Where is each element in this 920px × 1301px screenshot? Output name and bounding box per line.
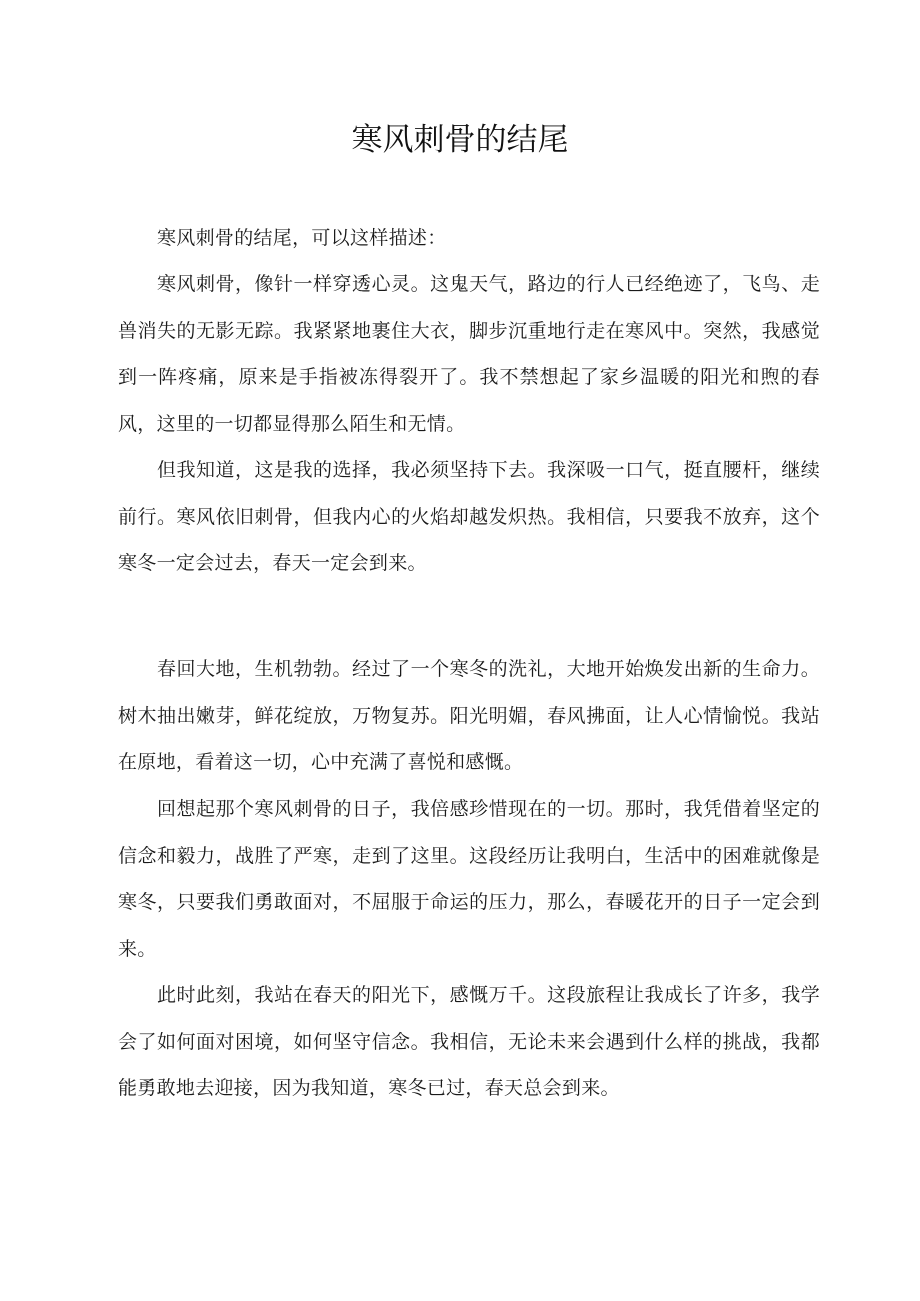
paragraph-recollection: 回想起那个寒风刺骨的日子，我倍感珍惜现在的一切。那时，我凭借着坚定的信念和毅力，战胜了严寒，走到了这里。这段经历让我明白，生活中的困难就像是寒冬，只要我们勇敢面对，不屈服于命运的压力，那么，春暖花开的日子一定会到来。: [118, 798, 820, 960]
paragraph-cold-wind: 寒风刺骨，像针一样穿透心灵。这鬼天气，路边的行人已经绝迹了，飞鸟、走兽消失的无影无踪。我紧紧地裹住大衣，脚步沉重地行走在寒风中。突然，我感觉到一阵疼痛，原来是手指被冻得裂开了。我不禁想起了家乡温暖的阳光和煦的春风，这里的一切都显得那么陌生和无情。: [118, 273, 820, 435]
paragraph-reflection: 此时此刻，我站在春天的阳光下，感慨万千。这段旅程让我成长了许多，我学会了如何面对困境，如何坚守信念。我相信，无论未来会遇到什么样的挑战，我都能勇敢地去迎接，因为我知道，寒冬已过，春天总会到来。: [118, 984, 820, 1099]
document-title: 寒风刺骨的结尾: [351, 122, 569, 158]
paragraph-persist: 但我知道，这是我的选择，我必须坚持下去。我深吸一口气，挺直腰杆，继续前行。寒风依旧刺骨，但我内心的火焰却越发炽热。我相信，只要我不放弃，这个寒冬一定会过去，春天一定会到来。: [118, 459, 820, 574]
paragraph-spring-returns: 春回大地，生机勃勃。经过了一个寒冬的洗礼，大地开始焕发出新的生命力。树木抽出嫩芽，鲜花绽放，万物复苏。阳光明媚，春风拂面，让人心情愉悦。我站在原地，看着这一切，心中充满了喜悦和感慨。: [118, 658, 820, 773]
paragraph-intro: 寒风刺骨的结尾，可以这样描述：: [157, 227, 447, 249]
